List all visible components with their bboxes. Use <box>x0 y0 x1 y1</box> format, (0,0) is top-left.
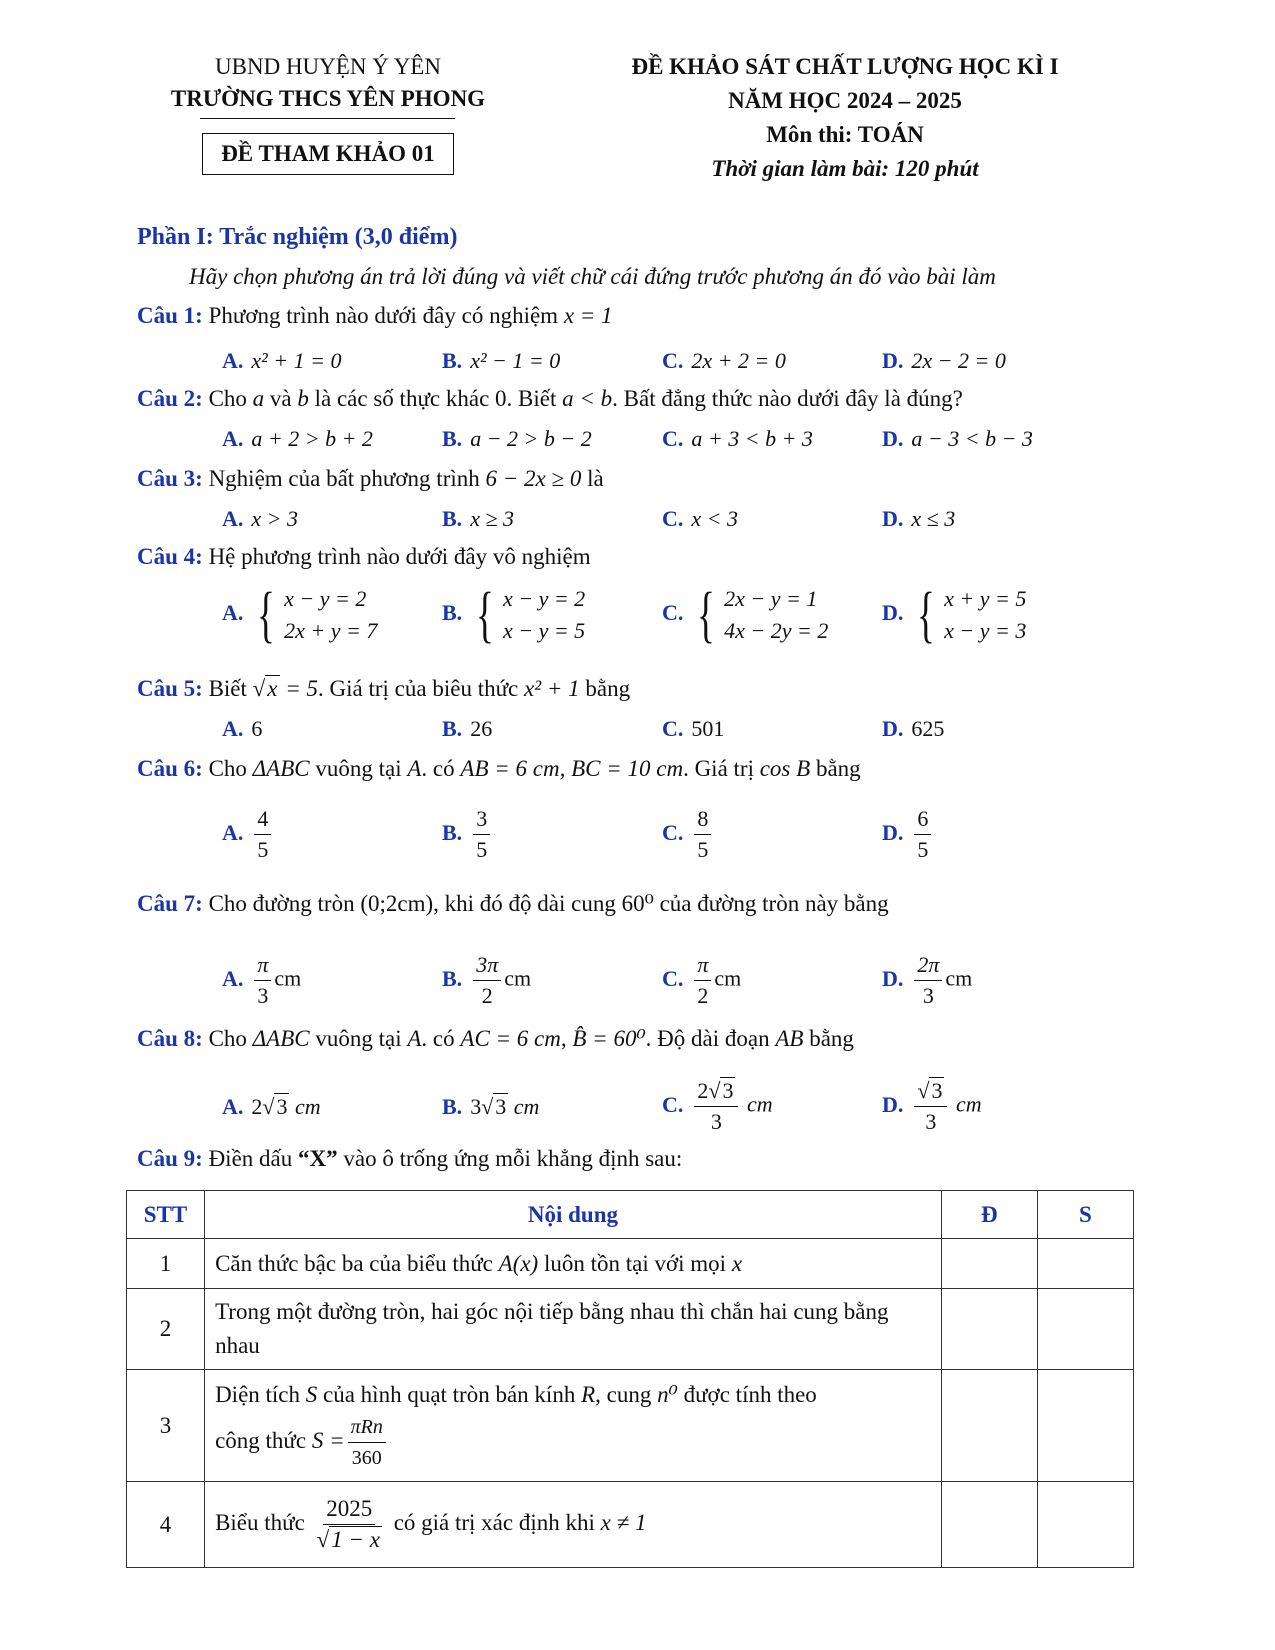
exam-title: ĐỀ KHẢO SÁT CHẤT LƯỢNG HỌC KÌ I <box>631 54 1059 79</box>
q8-c-coef: 2 <box>697 1078 709 1103</box>
q2-option-d: D. a − 3 < b − 3 <box>882 426 1033 451</box>
table-row <box>127 1370 1134 1482</box>
q8-d-unit: cm <box>955 1091 982 1117</box>
q4-d2: x − y = 3 <box>944 618 1027 643</box>
q8-d-den: 3 <box>925 1109 937 1134</box>
q4-a2: 2x + y = 7 <box>284 618 378 643</box>
q5-rad: x <box>267 676 278 701</box>
q3-a: x > 3 <box>251 506 299 531</box>
q7-a-num: π <box>254 950 271 981</box>
answer-true-cell[interactable] <box>941 1239 1037 1289</box>
q5-t1: Biết <box>208 676 247 701</box>
subject: Môn thi: TOÁN <box>766 122 924 147</box>
q8-option-d: D. $\frac{√3}{3}$ cm <box>882 1076 982 1137</box>
q6-t4: . Giá trị <box>683 756 754 781</box>
r3-r: R <box>581 1382 596 1407</box>
q1-option-c: C. 2x + 2 = 0 <box>662 348 786 373</box>
table-row <box>127 1289 1134 1370</box>
q3-option-b: B. x ≥ 3 <box>442 506 515 531</box>
q4-a1: x − y = 2 <box>284 586 367 611</box>
q8-c-den: 3 <box>710 1109 722 1134</box>
r1-x: x <box>731 1250 743 1276</box>
school-name: TRƯỜNG THCS YÊN PHONG <box>170 86 486 111</box>
r4-cond: x ≠ 1 <box>600 1509 647 1535</box>
q5-t2: . Giá trị của biêu thức <box>318 676 519 701</box>
q8-b-unit: cm <box>513 1094 540 1119</box>
q1-a: x² + 1 = 0 <box>251 348 342 373</box>
q4-option-c: C. { 2x − y = 1 4x − 2y = 2 <box>662 581 829 649</box>
q6-t2: vuông tại <box>315 756 402 781</box>
q6-d-den: 5 <box>917 837 929 862</box>
q8-t1: Cho <box>208 1026 247 1051</box>
header-true: Đ <box>941 1191 1037 1239</box>
q8-seg: AB <box>775 1026 804 1051</box>
q6-option-b: B. $\frac{3}{5}$ <box>442 804 493 865</box>
q2-t3: là các số thực khác <box>314 386 490 411</box>
q9-x: “X” <box>297 1146 338 1171</box>
q1-b: x² − 1 = 0 <box>470 348 561 373</box>
row-number: 2 <box>127 1289 205 1370</box>
q4-text: Hệ phương trình nào dưới đây vô nghiệm <box>208 544 591 569</box>
q6-option-a: A. $\frac{4}{5}$ <box>222 804 274 865</box>
q1-d: 2x − 2 = 0 <box>911 348 1006 373</box>
row-statement: Biểu thức $\frac{2025}{√1 - x}$ có giá trị xác định khi x ≠ 1 <box>205 1482 942 1568</box>
q8-label: Câu 8: <box>137 1026 203 1051</box>
q6-t5: bằng <box>815 756 861 781</box>
question-5: Câu 5: Biết √x = 5. Giá trị của biêu thức x² + 1 bằng <box>137 676 631 701</box>
q1-c: 2x + 2 = 0 <box>691 348 786 373</box>
r3-den: 360 <box>351 1447 382 1469</box>
q8-vert: A <box>407 1026 422 1051</box>
q1-math: x = 1 <box>563 303 613 328</box>
q8-tri: ΔABC <box>252 1026 310 1051</box>
section-title: Phần I: Trắc nghiệm (3,0 điểm) <box>137 224 458 250</box>
question-4 <box>137 544 591 570</box>
q6-b-den: 5 <box>476 837 488 862</box>
q9-label: Câu 9: <box>137 1146 203 1171</box>
q6-option-c: C. $\frac{8}{5}$ <box>662 804 714 865</box>
q6-b-num: 3 <box>473 804 490 835</box>
q4-option-d: D. { x + y = 5 x − y = 3 <box>882 581 1027 649</box>
question-2 <box>137 386 963 412</box>
q8-d-rad: 3 <box>931 1078 943 1103</box>
q2-option-c: C. a + 3 < b + 3 <box>662 426 813 451</box>
r3-t4: được tính theo <box>683 1382 817 1407</box>
question-3 <box>137 466 604 492</box>
q5-b: 26 <box>470 716 493 741</box>
r3-t2: của hình quạt tròn bán kính <box>323 1382 576 1407</box>
q6-d-num: 6 <box>914 804 931 835</box>
q8-t5: bằng <box>809 1026 854 1051</box>
q9-t1: Điền dấu <box>208 1146 293 1171</box>
q4-b2: x − y = 5 <box>502 618 586 643</box>
question-6 <box>137 756 861 782</box>
q4-option-a: A. { x − y = 2 2x + y = 7 <box>222 581 378 649</box>
q8-option-a: A. 2√3 cm <box>222 1094 321 1119</box>
q2-t5: . Bất đẳng thức nào dưới đây là đúng? <box>612 386 963 411</box>
header-left-line1: UBND HUYỆN Ý YÊN <box>215 54 441 79</box>
q3-text2: là <box>587 466 604 491</box>
q5-option-d: D. 625 <box>882 716 945 741</box>
header-false: S <box>1037 1191 1133 1239</box>
q8-t2: vuông tại <box>315 1026 402 1051</box>
answer-false-cell[interactable] <box>1037 1482 1133 1568</box>
q2-b: b <box>297 386 309 411</box>
row-number: 3 <box>127 1370 205 1482</box>
q2-zero: 0 <box>495 386 507 411</box>
r1-m: A(x) <box>498 1250 539 1276</box>
q6-vert: A <box>407 756 422 781</box>
q2-b-val: a − 2 > b − 2 <box>470 426 592 451</box>
q3-d: x ≤ 3 <box>911 506 956 531</box>
q6-c-num: 8 <box>694 804 711 835</box>
q8-t3: . có <box>421 1026 455 1051</box>
q1-label: Câu 1: <box>137 303 203 328</box>
divider <box>200 118 455 119</box>
q4-label: Câu 4: <box>137 544 203 569</box>
answer-true-cell[interactable] <box>941 1289 1037 1370</box>
q6-data: AB = 6 cm, BC = 10 cm <box>460 756 684 781</box>
q8-a-rad: 3 <box>276 1094 288 1119</box>
q8-c-unit: cm <box>746 1091 773 1117</box>
q8-b-rad: 3 <box>495 1094 507 1119</box>
q7-b-unit: cm <box>504 965 532 991</box>
q7-ang: 60⁰ <box>621 891 654 916</box>
true-false-table <box>126 1190 1134 1568</box>
table-row <box>127 1482 1134 1568</box>
r4-den: 1 − x <box>331 1527 380 1552</box>
q6-cos: cos B <box>759 756 811 781</box>
q7-c-den: 2 <box>697 983 709 1008</box>
q2-a: a <box>252 386 265 411</box>
q7-option-b: B. $\frac{3\pi}{2}$ cm <box>442 950 531 1011</box>
table-header-row <box>127 1191 1134 1239</box>
r3-s: S <box>305 1382 318 1407</box>
q5-a: 6 <box>251 716 263 741</box>
q8-c-rad: 3 <box>722 1078 734 1103</box>
q7-label: Câu 7: <box>137 891 203 916</box>
r3-seq: S = <box>311 1427 345 1453</box>
q3-option-d: D. x ≤ 3 <box>882 506 956 531</box>
question-1 <box>137 303 613 329</box>
q5-c: 501 <box>691 716 725 741</box>
q1-option-b: B. x² − 1 = 0 <box>442 348 561 373</box>
q4-d1: x + y = 5 <box>944 586 1027 611</box>
q7-t3: của đường tròn này bằng <box>659 891 889 916</box>
q3-label: Câu 3: <box>137 466 203 491</box>
q6-label: Câu 6: <box>137 756 203 781</box>
q7-option-a: A. $\frac{\pi}{3}$ cm <box>222 950 301 1011</box>
q6-a-num: 4 <box>254 804 271 835</box>
q5-eq: = 5 <box>285 676 319 701</box>
q7-c-unit: cm <box>714 965 742 991</box>
q7-d-num: 2π <box>914 950 942 981</box>
q3-option-a: A. x > 3 <box>222 506 299 531</box>
q3-c: x < 3 <box>691 506 739 531</box>
q6-t3: . có <box>421 756 455 781</box>
q7-t1: Cho đường tròn <box>208 891 355 916</box>
time-limit: Thời gian làm bài: 120 phút <box>711 156 979 181</box>
r3-t1: Diện tích <box>215 1382 301 1407</box>
q6-t1: Cho <box>208 756 247 781</box>
r1-t2: luôn tồn tại với mọi <box>543 1250 727 1276</box>
q7-b-num: 3π <box>473 950 501 981</box>
q7-d-den: 3 <box>922 983 934 1008</box>
q7-c-num: π <box>694 950 711 981</box>
answer-true-cell[interactable] <box>941 1370 1037 1482</box>
q7-a-den: 3 <box>257 983 269 1008</box>
row-statement <box>205 1239 942 1289</box>
q6-a-den: 5 <box>257 837 269 862</box>
q7-option-d: D. $\frac{2\pi}{3}$ cm <box>882 950 972 1011</box>
school-year: NĂM HỌC 2024 – 2025 <box>728 88 962 113</box>
q4-c2: 4x − 2y = 2 <box>724 618 829 643</box>
q5-expr: x² + 1 <box>524 676 580 701</box>
q8-b-coef: 3 <box>470 1094 482 1119</box>
q3-text: Nghiệm của bất phương trình <box>208 466 480 491</box>
row-number: 1 <box>127 1239 205 1289</box>
r3-t5: công thức <box>215 1427 307 1453</box>
q2-t1: Cho <box>208 386 247 411</box>
q8-a-unit: cm <box>294 1094 321 1119</box>
question-8 <box>137 1026 854 1052</box>
section-instruction: Hãy chọn phương án trả lời đúng và viết chữ cái đứng trước phương án đó vào bài làm <box>189 264 996 289</box>
q1-text: Phương trình nào dưới đây có nghiệm <box>208 303 559 328</box>
q8-data: AC = 6 cm, <box>460 1026 567 1051</box>
q2-c-val: a + 3 < b + 3 <box>691 426 813 451</box>
q3-math: 6 − 2x ≥ 0 <box>485 466 582 491</box>
answer-false-cell[interactable] <box>1037 1289 1133 1370</box>
q5-option-a: A. 6 <box>222 716 263 741</box>
r3-num: πRn <box>348 1412 386 1443</box>
q6-c-den: 5 <box>697 837 709 862</box>
q7-d-unit: cm <box>945 965 973 991</box>
q4-option-b: B. { x − y = 2 x − y = 5 <box>442 581 586 649</box>
q6-option-d: D. $\frac{6}{5}$ <box>882 804 934 865</box>
row-statement: Trong một đường tròn, hai góc nội tiếp bằng nhau thì chắn hai cung bằng nhau <box>205 1289 942 1370</box>
q1-option-a: A. x² + 1 = 0 <box>222 348 342 373</box>
q6-tri: ΔABC <box>252 756 310 781</box>
r4-num: 2025 <box>323 1494 375 1525</box>
q4-c1: 2x − y = 1 <box>724 586 818 611</box>
q5-t3: bằng <box>585 676 631 701</box>
r4-t2: có giá trị xác định khi <box>393 1509 595 1535</box>
exam-code-box: ĐỀ THAM KHẢO 01 <box>202 133 454 175</box>
q5-d: 625 <box>911 716 945 741</box>
question-9 <box>137 1146 682 1172</box>
answer-false-cell[interactable] <box>1037 1239 1133 1289</box>
q2-option-b: B. a − 2 > b − 2 <box>442 426 592 451</box>
q2-a-val: a + 2 > b + 2 <box>251 426 373 451</box>
q8-option-b: B. 3√3 cm <box>442 1094 540 1119</box>
r3-t3: , cung <box>595 1382 652 1407</box>
answer-true-cell[interactable] <box>941 1482 1037 1568</box>
q5-option-b: B. 26 <box>442 716 493 741</box>
header-stt: STT <box>127 1191 205 1239</box>
q8-a-coef: 2 <box>251 1094 263 1119</box>
q7-circ: (0;2cm) <box>360 891 434 916</box>
q9-t2: vào ô trống ứng mỗi khẳng định sau: <box>343 1146 683 1171</box>
q2-t4: . Biết <box>506 386 557 411</box>
q8-angle: B̂ = 60⁰ <box>572 1026 646 1051</box>
r1-t1: Căn thức bậc ba của biểu thức <box>215 1250 493 1276</box>
r4-t1: Biểu thức <box>215 1509 305 1535</box>
q2-cond: a < b <box>562 386 613 411</box>
q8-option-c: C. $\frac{2√3}{3}$ cm <box>662 1076 773 1137</box>
q8-t4: . Độ dài đoạn <box>645 1026 770 1051</box>
q4-b1: x − y = 2 <box>502 586 586 611</box>
r3-n0: n⁰ <box>657 1382 678 1407</box>
q3-b: x ≥ 3 <box>470 506 515 531</box>
question-7 <box>137 891 889 917</box>
q5-option-c: C. 501 <box>662 716 725 741</box>
q5-label: Câu 5: <box>137 676 203 701</box>
answer-false-cell[interactable] <box>1037 1370 1133 1482</box>
q1-option-d: D. 2x − 2 = 0 <box>882 348 1006 373</box>
table-row <box>127 1239 1134 1289</box>
q7-a-unit: cm <box>274 965 302 991</box>
q2-t2: và <box>269 386 292 411</box>
q7-t2: , khi đó độ dài cung <box>433 891 616 916</box>
q2-label: Câu 2: <box>137 386 203 411</box>
q2-option-a: A. a + 2 > b + 2 <box>222 426 373 451</box>
row-number: 4 <box>127 1482 205 1568</box>
row-statement <box>205 1370 942 1482</box>
q7-b-den: 2 <box>481 983 493 1008</box>
q3-option-c: C. x < 3 <box>662 506 739 531</box>
header-content: Nội dung <box>205 1191 942 1239</box>
q2-d-val: a − 3 < b − 3 <box>911 426 1033 451</box>
q7-option-c: C. $\frac{\pi}{2}$ cm <box>662 950 741 1011</box>
